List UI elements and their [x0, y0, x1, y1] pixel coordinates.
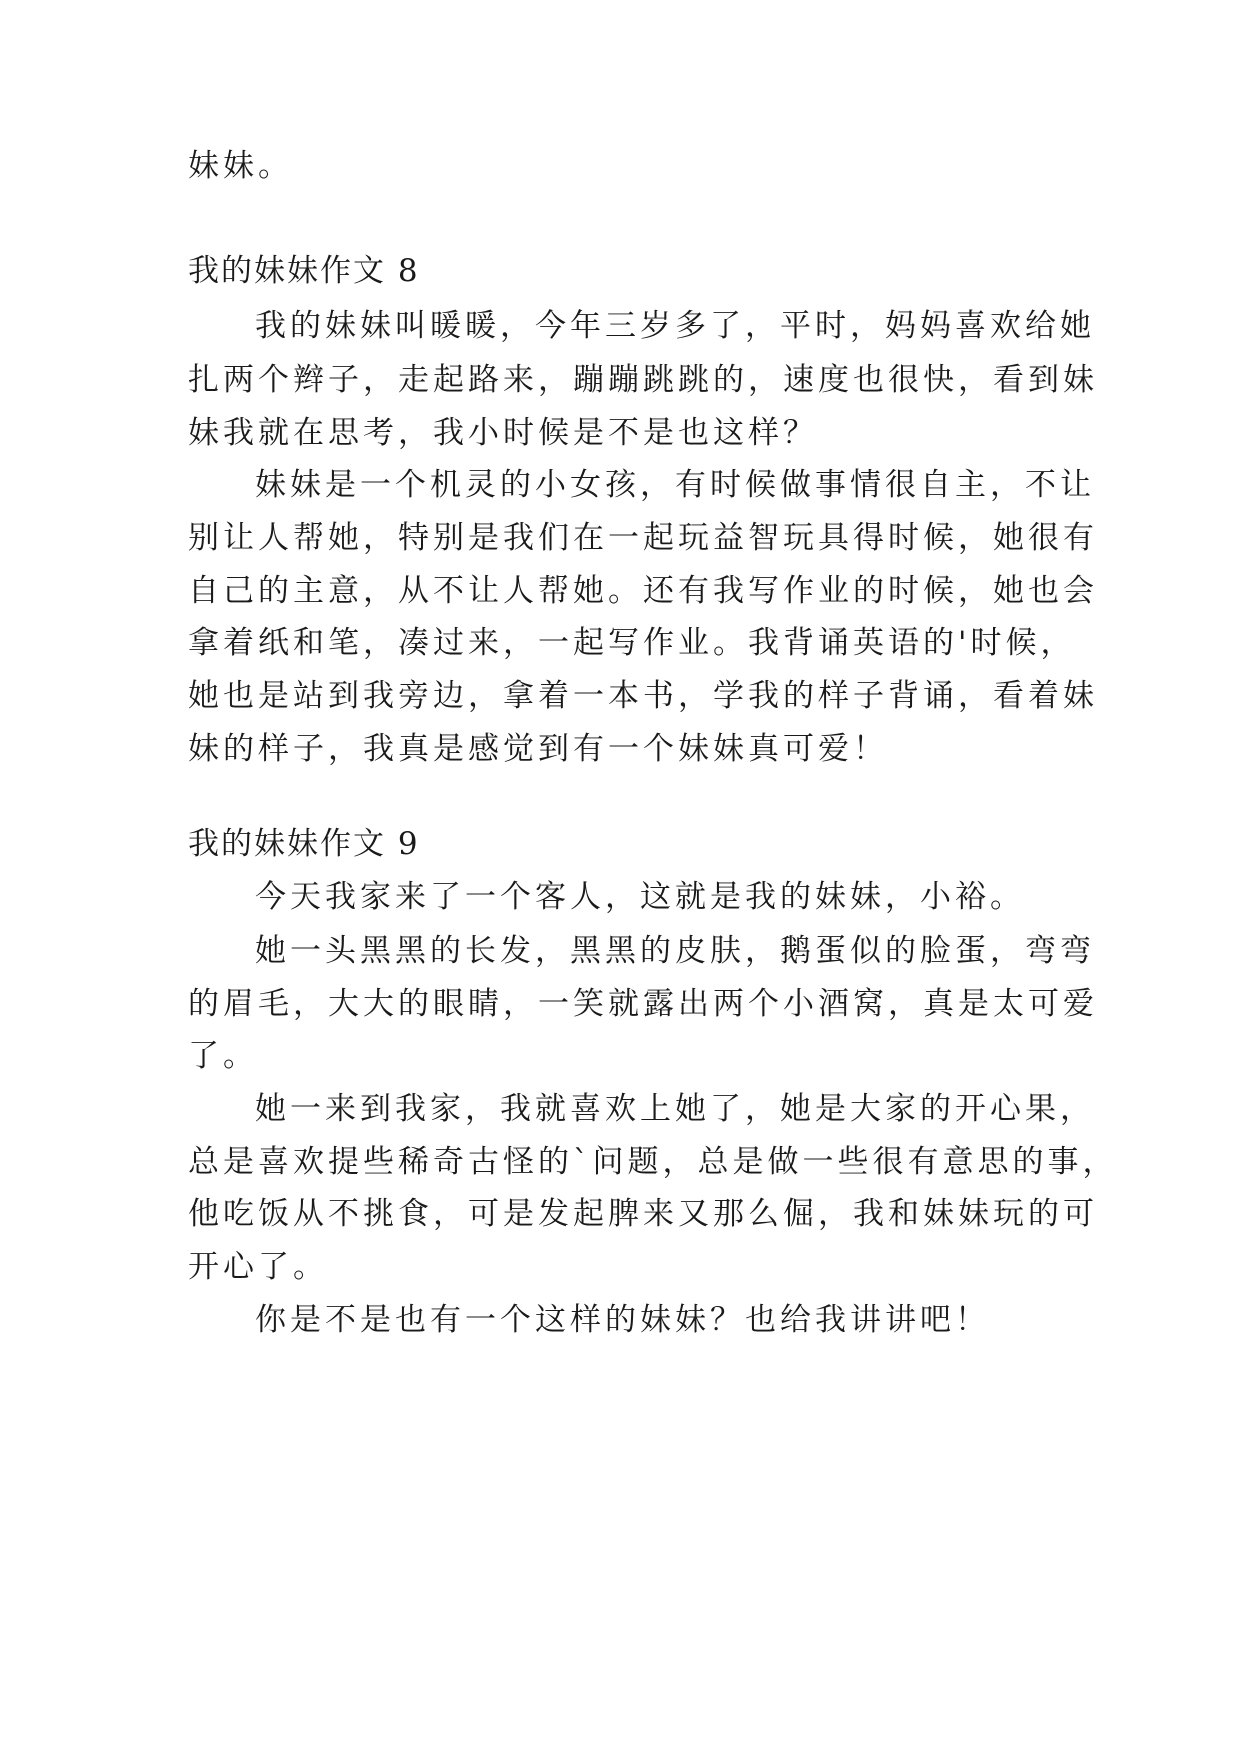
- section-8-line: 拿着纸和笔，凑过来，一起写作业。我背诵英语的'时候，: [188, 625, 1076, 661]
- section-8-line: 妹我就在思考，我小时候是不是也这样？: [188, 415, 818, 451]
- section-9-line: 他吃饭从不挑食，可是发起脾来又那么倔，我和妹妹玩的可: [188, 1196, 1098, 1232]
- section-9-line: 你是不是也有一个这样的妹妹？也给我讲讲吧！: [255, 1302, 990, 1338]
- section-9-line: 开心了。: [188, 1249, 328, 1285]
- section-8-title: 我的妹妹作文 8: [188, 253, 420, 289]
- paragraph-fragment: 妹妹。: [188, 148, 293, 184]
- section-9-line: 总是喜欢提些稀奇古怪的`问题，总是做一些很有意思的事，: [188, 1144, 1118, 1180]
- section-9-line: 今天我家来了一个客人，这就是我的妹妹，小裕。: [255, 879, 1025, 915]
- section-8-line: 她也是站到我旁边，拿着一本书，学我的样子背诵，看着妹: [188, 678, 1098, 714]
- section-8-line: 我的妹妹叫暖暖，今年三岁多了，平时，妈妈喜欢给她: [255, 308, 1095, 344]
- section-8-line: 妹妹是一个机灵的小女孩，有时候做事情很自主，不让: [255, 467, 1095, 503]
- section-8-line: 别让人帮她，特别是我们在一起玩益智玩具得时候，她很有: [188, 520, 1098, 556]
- section-8-line: 自己的主意，从不让人帮她。还有我写作业的时候，她也会: [188, 573, 1098, 609]
- section-9-line: 了。: [188, 1038, 258, 1074]
- section-9-line: 的眉毛，大大的眼睛，一笑就露出两个小酒窝，真是太可爱: [188, 986, 1098, 1022]
- section-9-line: 她一来到我家，我就喜欢上她了，她是大家的开心果，: [255, 1091, 1095, 1127]
- section-9-title: 我的妹妹作文 9: [188, 826, 420, 862]
- section-9-line: 她一头黑黑的长发，黑黑的皮肤，鹅蛋似的脸蛋，弯弯: [255, 933, 1095, 969]
- section-8-line: 扎两个辫子，走起路来，蹦蹦跳跳的，速度也很快，看到妹: [188, 362, 1098, 398]
- section-8-line: 妹的样子，我真是感觉到有一个妹妹真可爱！: [188, 731, 888, 767]
